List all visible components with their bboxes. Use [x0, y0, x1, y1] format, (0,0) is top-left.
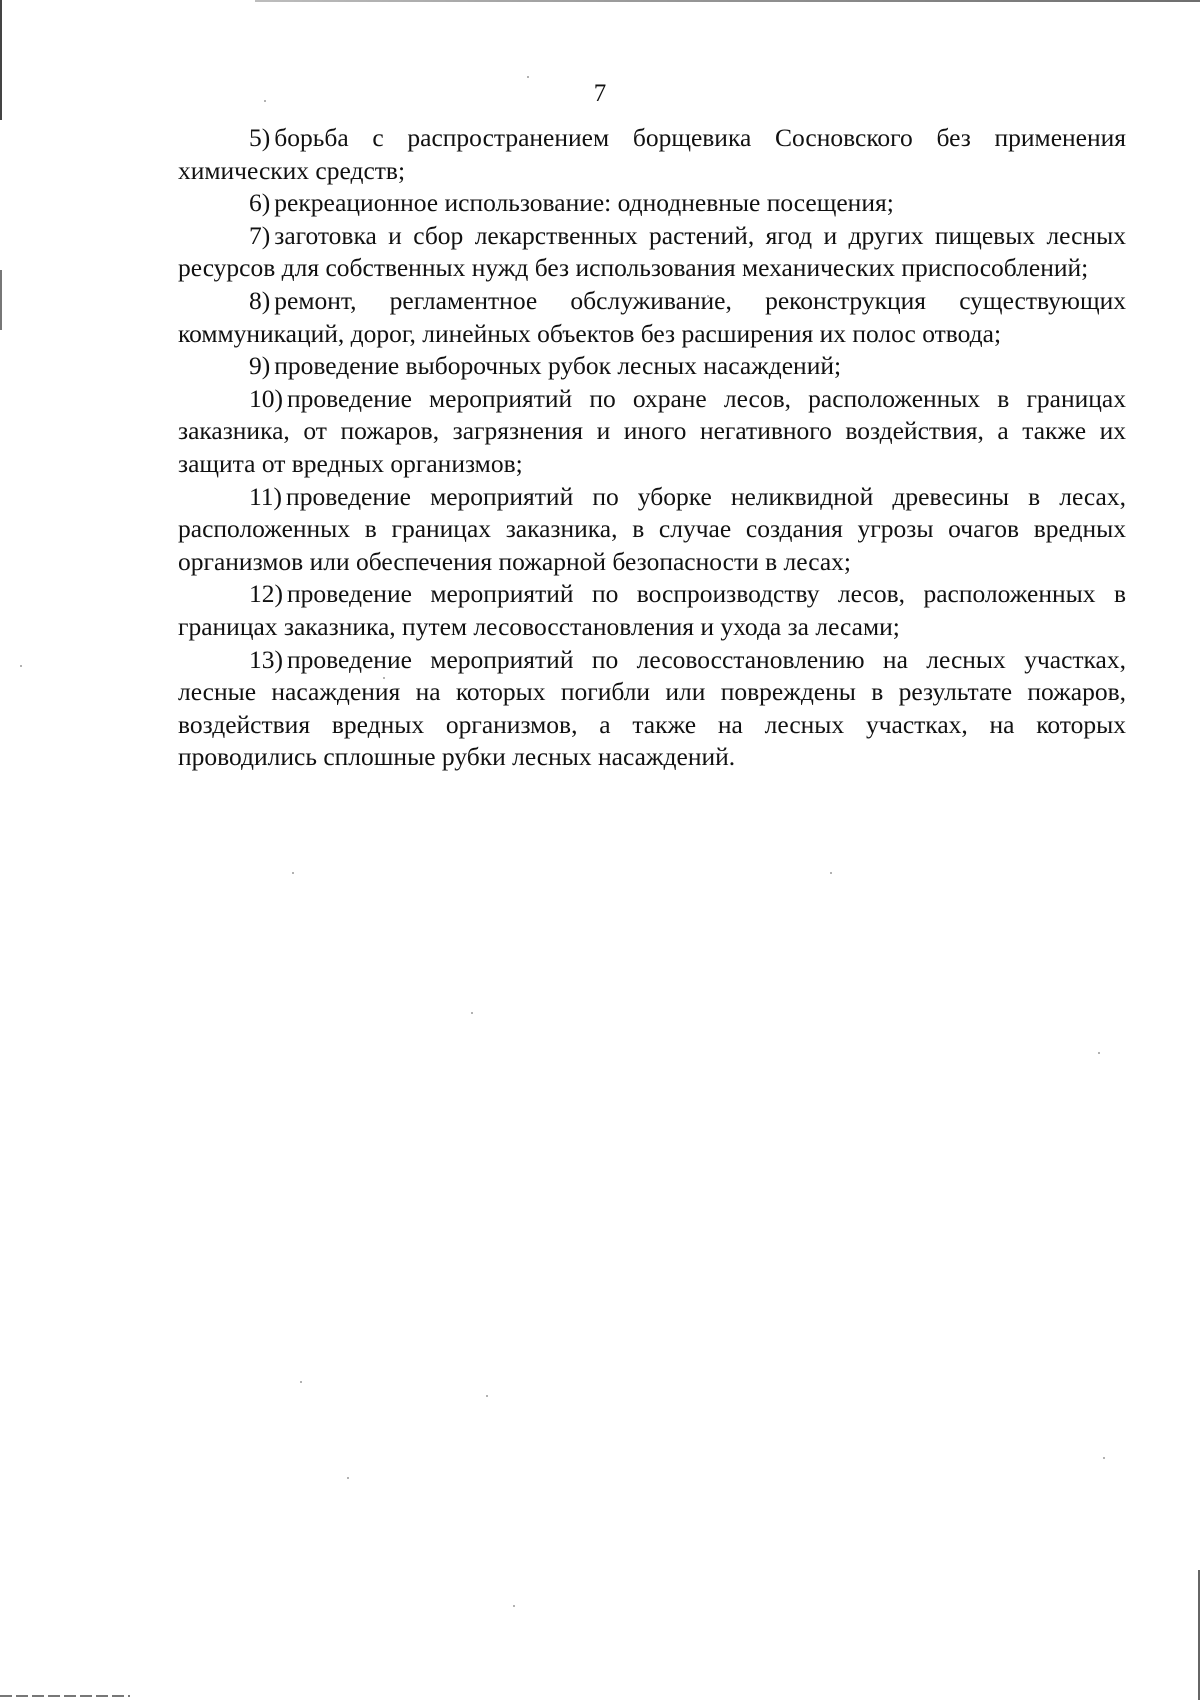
document-body — [178, 122, 1126, 774]
list-item — [178, 220, 1126, 285]
list-item — [178, 350, 1126, 383]
list-item-number: 9) — [249, 351, 271, 381]
list-item — [178, 285, 1126, 350]
scan-speck — [20, 665, 22, 667]
list-item-number: 11) — [249, 481, 283, 511]
list-item-text: проведение мероприятий по уборке неликвидной древесины в лесах, расположенных в границах заказника, в случае создания угрозы очагов вредных организмов или обеспечения пожарной безопасности в лесах; — [178, 481, 1126, 576]
scan-speck — [1103, 1457, 1105, 1459]
list-item — [178, 383, 1126, 481]
list-item-number: 6) — [249, 188, 271, 218]
list-item-number: 8) — [249, 285, 271, 315]
list-item-text: заготовка и сбор лекарственных растений, ягод и других пищевых лесных ресурсов для собственных нужд без использования механических приспособлений; — [178, 220, 1126, 283]
scan-edge-bottom — [0, 1695, 130, 1697]
list-item-number: 5) — [249, 123, 271, 152]
scan-speck — [1098, 1052, 1100, 1054]
scan-speck — [347, 1477, 349, 1479]
scan-speck — [300, 1381, 302, 1383]
scan-edge-left-mark — [0, 270, 2, 330]
list-item-text: борьба с распространением борщевика Сосновского без применения химических средств; — [178, 123, 1126, 185]
list-item-number: 10) — [249, 383, 283, 413]
list-item — [178, 481, 1126, 579]
list-item — [178, 122, 1126, 187]
scan-speck — [486, 1395, 488, 1397]
list-item-text: проведение выборочных рубок лесных насаждений; — [274, 351, 842, 381]
scan-edge-top — [255, 0, 1200, 2]
list-item-text: проведение мероприятий по лесовосстановлению на лесных участках, лесные насаждения на которых погибли или повреждены в результате пожаров, воздействия вредных организмов, а также на лесных участках, на которых проводились сплошные рубки лесных насаждений. — [178, 644, 1126, 772]
list-item-text: проведение мероприятий по охране лесов, расположенных в границах заказника, от пожаров, загрязнения и иного негативного воздействия, а также их защита от вредных организмов; — [178, 383, 1126, 478]
list-item-number: 12) — [249, 579, 283, 609]
scan-speck — [830, 872, 832, 874]
list-item-text: ремонт, регламентное обслуживание, реконструкция существующих коммуникаций, дорог, линейных объектов без расширения их полос отвода; — [178, 285, 1126, 348]
scan-speck — [513, 1605, 515, 1607]
list-item — [178, 187, 1126, 220]
page-number: 7 — [593, 80, 607, 107]
scan-speck — [292, 872, 294, 874]
list-item — [178, 578, 1126, 643]
list-item-number: 13) — [249, 644, 283, 674]
list-item-text: рекреационное использование: однодневные посещения; — [274, 188, 894, 218]
list-item-number: 7) — [249, 220, 271, 250]
list-item-text: проведение мероприятий по воспроизводству лесов, расположенных в границах заказника, путем лесовосстановления и ухода за лесами; — [178, 579, 1126, 641]
scan-speck — [471, 1012, 473, 1014]
list-item — [178, 644, 1126, 774]
